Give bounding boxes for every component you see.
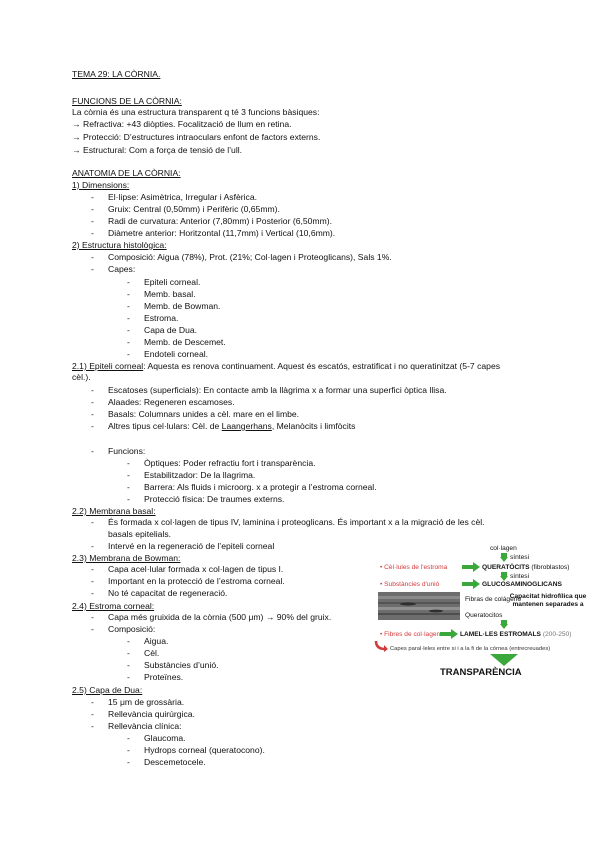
micrograph-label: Queratocitos: [465, 612, 503, 619]
diagram-row-label: • Substàncies d'unió: [380, 581, 440, 588]
epiteli-text: : Aquesta es renova continuament. Aquest és escatós, estratificat i no queratinitzat (5-7 capes: [143, 361, 501, 371]
bullet-dash: -: [127, 337, 130, 347]
langerhans-link: Laangerhans: [221, 421, 272, 431]
bullet-dash: -: [127, 325, 130, 335]
dua-heading: 2.5) Capa de Dua:: [72, 685, 143, 695]
funcions-item: → Protecció: D’estructures intraoculars enfont de factors externs.: [72, 132, 321, 142]
bullet-dash: -: [91, 721, 94, 731]
epiteli-text-cont: cèl.).: [72, 372, 91, 382]
capa-item: Estroma.: [144, 313, 179, 323]
anatomia-heading: ANATOMIA DE LA CÒRNIA:: [72, 168, 181, 178]
bullet-dash: -: [91, 204, 94, 214]
bullet-dash: -: [127, 660, 130, 670]
bowman-item: No té capacitat de regeneració.: [108, 588, 228, 598]
bullet-dash: -: [127, 745, 130, 755]
diagram-lamelles-text: LAMEL·LES ESTROMALS: [460, 631, 541, 638]
diagram-sintesi: síntesi: [510, 554, 530, 561]
bullet-dash: -: [91, 397, 94, 407]
bullet-dash: -: [127, 289, 130, 299]
basal-item: Intervé en la regeneració de l’epiteli corneal: [108, 541, 275, 551]
bullet-dash: -: [127, 482, 130, 492]
capa-item: Capa de Dua.: [144, 325, 198, 335]
bullet-dash: -: [127, 313, 130, 323]
diagram-capes-text: Capes paral·leles entre si i a la fi de la córnea (entrecreuades): [390, 646, 551, 652]
basal-item: És formada x col·lagen de tipus IV, laminina i proteoglicans. És important x a la migració de les cèl.: [108, 517, 485, 527]
arrow-right-icon: [440, 629, 458, 639]
epiteli-item: Basals: Columnars unides a cèl. mare en el limbe.: [108, 409, 300, 419]
arrow-down-icon: [500, 572, 508, 581]
arrow-down-icon: [500, 553, 508, 562]
capa-item: Epiteli corneal.: [144, 277, 201, 287]
bullet-dash: -: [91, 612, 94, 622]
bullet-dash: -: [127, 470, 130, 480]
bullet-dash: -: [127, 672, 130, 682]
estroma-composicio-item: Proteïnes.: [144, 672, 184, 682]
funcions-item: → Refractiva: +43 diòpties. Focalització de llum en retina.: [72, 119, 292, 129]
capa-item: Memb. de Bowman.: [144, 301, 221, 311]
histologica-composicio: Composició: Aigua (78%), Prot. (21%; Col·lagen i Proteoglicans), Sals 1%.: [108, 252, 392, 262]
dimension-item: El·lipse: Asimètrica, Irregular i Asfèrica.: [108, 192, 258, 202]
bowman-item: Capa acel·lular formada x col·lagen de tipus I.: [108, 564, 284, 574]
bullet-dash: -: [91, 709, 94, 719]
bullet-dash: -: [91, 517, 94, 527]
altres-text: Altres tipus cel·lulars: Cèl. de: [108, 421, 222, 431]
bullet-dash: -: [91, 697, 94, 707]
dimension-item: Gruix: Central (0,50mm) i Perifèric (0,65mm).: [108, 204, 280, 214]
epiteli-funcio: Estabilitzador: De la llagrima.: [144, 470, 256, 480]
epiteli-item: Alaades: Regeneren escamoses.: [108, 397, 235, 407]
bullet-dash: -: [127, 757, 130, 767]
bullet-dash: -: [91, 192, 94, 202]
diagram-colagen-label: col·lagen: [490, 545, 517, 552]
estroma-item: Capa més gruixida de la còrnia (500 μm) → 90% del gruix.: [108, 612, 332, 622]
diagram-keratocytes-text: QUERATÒCITS: [482, 564, 530, 571]
bullet-dash: -: [127, 648, 130, 658]
bullet-dash: -: [127, 733, 130, 743]
epiteli-paragraph: [72, 361, 500, 372]
bullet-dash: -: [91, 264, 94, 274]
bullet-dash: -: [91, 409, 94, 419]
arrow-down-icon: [500, 620, 508, 629]
page-title: TEMA 29: LA CÒRNIA.: [72, 69, 161, 79]
diagram-keratocytes: [482, 564, 569, 572]
bullet-dash: -: [91, 421, 94, 431]
funcions-heading: FUNCIONS DE LA CÒRNIA:: [72, 96, 182, 106]
dimension-item: Diàmetre anterior: Horitzontal (11,7mm) i Vertical (10,6mm).: [108, 228, 336, 238]
diagram-lamelles: [460, 631, 571, 639]
epiteli-funcions-label: Funcions:: [108, 446, 146, 456]
diagram-capacitat: Capacitat hidrofílica que mantenen separades a: [509, 593, 587, 608]
diagram-transparencia: TRANSPARÈNCIA: [440, 667, 522, 678]
epiteli-funcio: Barrera: Als fluids i microorg. x a protegir a l’estroma corneal.: [144, 482, 377, 492]
diagram-lamelles-note: (200-250): [542, 631, 572, 638]
dua-item: 15 μm de grossària.: [108, 697, 185, 707]
diagram-sintesi: síntesi: [510, 573, 530, 580]
capes-label: Capes:: [108, 264, 136, 274]
bullet-dash: -: [91, 446, 94, 456]
dua-item: Rellevància quirúrgica.: [108, 709, 195, 719]
arrow-right-icon: [462, 562, 480, 572]
micrograph-label: Fibras de colágeno: [465, 596, 522, 603]
bullet-dash: -: [91, 588, 94, 598]
dua-clinica-item: Hydrops corneal (queratocono).: [144, 745, 265, 755]
diagram-gags: GLUCOSAMINOGLICANS: [482, 581, 562, 588]
capa-item: Memb. de Descemet.: [144, 337, 226, 347]
arrow-down-wide-icon: [490, 654, 518, 666]
diagram-row-label: • Cèl·lules de l'estroma: [380, 564, 448, 571]
diagram-row-label: • Fibres de col·lagen: [380, 631, 441, 638]
bullet-dash: -: [127, 301, 130, 311]
arrow-right-icon: [462, 579, 480, 589]
bullet-dash: -: [91, 228, 94, 238]
basal-item-cont: basals epitelials.: [108, 529, 172, 539]
bullet-dash: -: [91, 576, 94, 586]
epiteli-heading: 2.1) Epiteli corneal: [72, 361, 144, 371]
bullet-dash: -: [127, 349, 130, 359]
dua-clinica-item: Descemetocele.: [144, 757, 206, 767]
bowman-item: Important en la protecció de l’estroma corneal.: [108, 576, 285, 586]
epiteli-altres: [108, 421, 355, 432]
bullet-dash: -: [127, 636, 130, 646]
estroma-composicio-item: Cèl.: [144, 648, 160, 658]
epiteli-funcio: Òptiques: Poder refractiu fort i transparència.: [144, 458, 316, 468]
bullet-dash: -: [127, 458, 130, 468]
capa-item: Endoteli corneal.: [144, 349, 209, 359]
bullet-dash: -: [91, 252, 94, 262]
dua-item: Rellevància clínica:: [108, 721, 182, 731]
dua-clinica-item: Glaucoma.: [144, 733, 186, 743]
histologica-heading: 2) Estructura histològica:: [72, 240, 167, 250]
curved-arrow-icon: [374, 640, 388, 652]
bullet-dash: -: [127, 494, 130, 504]
estroma-composicio-item: Substàncies d’unió.: [144, 660, 219, 670]
bullet-dash: -: [91, 385, 94, 395]
dimensions-heading: 1) Dimensions:: [72, 180, 130, 190]
stroma-micrograph: [378, 592, 460, 620]
basal-heading: 2.2) Membrana basal:: [72, 506, 156, 516]
bullet-dash: -: [91, 541, 94, 551]
capa-item: Memb. basal.: [144, 289, 196, 299]
estroma-composicio-item: Aigua.: [144, 636, 169, 646]
bowman-heading: 2.3) Membrana de Bowman:: [72, 553, 181, 563]
epiteli-item: Escatoses (superficials): En contacte amb la llàgrima x a formar una superfici òptica llisa.: [108, 385, 447, 395]
epiteli-funcio: Protecció física: De traumes externs.: [144, 494, 285, 504]
bullet-dash: -: [91, 564, 94, 574]
funcions-item: → Estructural: Com a força de tensió de l’ull.: [72, 145, 243, 155]
bullet-dash: -: [91, 624, 94, 634]
altres-text-post: , Melanòcits i limfòcits: [271, 421, 356, 431]
bullet-dash: -: [91, 216, 94, 226]
funcions-intro: La còrnia és una estructura transparent q té 3 funcions bàsiques:: [72, 107, 320, 117]
dimension-item: Radi de curvatura: Anterior (7,80mm) i Posterior (6,50mm).: [108, 216, 332, 226]
estroma-heading: 2.4) Estroma corneal:: [72, 601, 155, 611]
estroma-composicio-label: Composició:: [108, 624, 156, 634]
diagram-keratocytes-note: (fibroblastos): [531, 564, 570, 571]
bullet-dash: -: [127, 277, 130, 287]
